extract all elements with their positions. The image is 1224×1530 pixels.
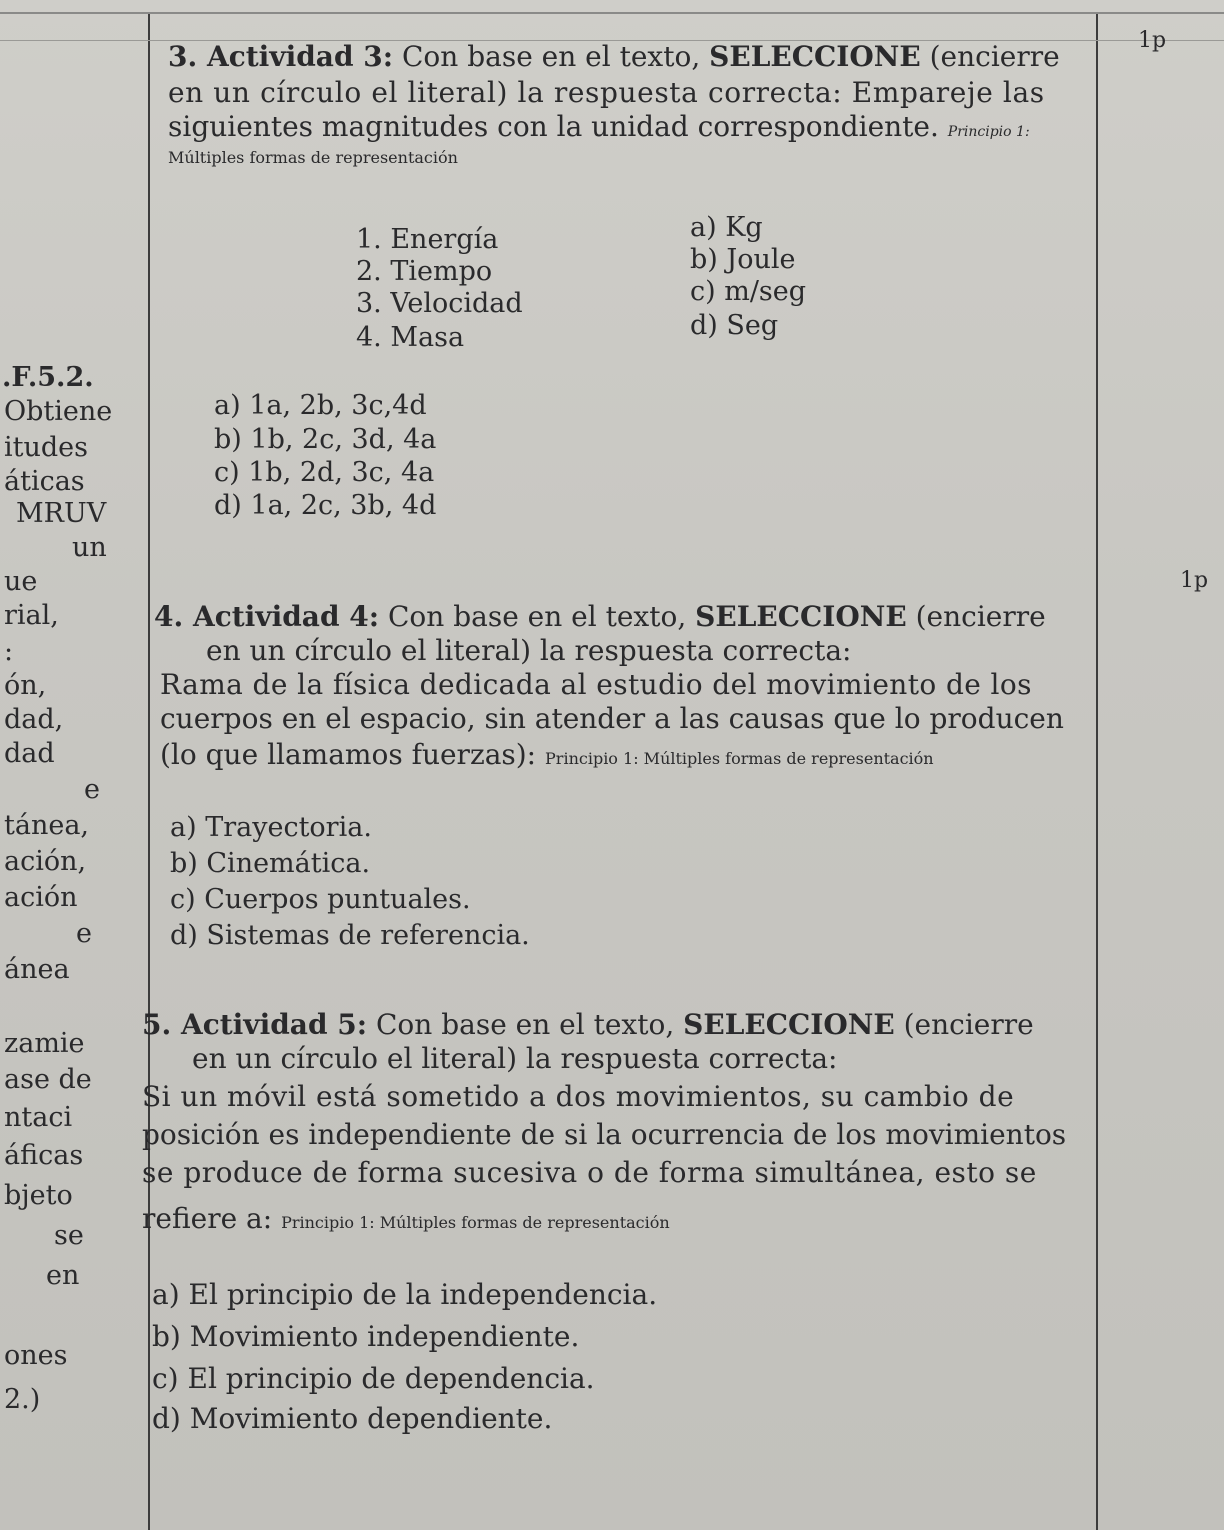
q4-heading-text: Con base en el texto, [379, 600, 696, 633]
left-fragment: bjeto [4, 1180, 73, 1211]
q3-heading-line [168, 40, 1060, 74]
q4-option-d[interactable]: d) Sistemas de referencia. [170, 920, 530, 951]
q3-activity-label: 3. Actividad 3: [168, 40, 394, 73]
q3-option-c[interactable]: c) 1b, 2d, 3c, 4a [214, 457, 435, 488]
q4-heading-end: (encierre [906, 600, 1046, 633]
q3-magnitude-2: 2. Tiempo [356, 256, 493, 287]
q5-line-6 [142, 1202, 670, 1236]
q5-activity-label: 5. Actividad 5: [142, 1008, 368, 1041]
left-fragment: en [46, 1260, 80, 1291]
q4-heading-line [154, 600, 1046, 634]
q5-line-2: en un círculo el literal) la respuesta correcta: [192, 1042, 838, 1075]
q4-line-3: Rama de la física dedicada al estudio del movimiento de los [160, 668, 1032, 701]
q5-select-keyword: SELECCIONE [683, 1008, 895, 1041]
left-fragment: tánea, [4, 810, 89, 841]
q5-line-5: se produce de forma sucesiva o de forma simultánea, esto se [142, 1156, 1037, 1189]
q3-unit-a: a) Kg [690, 212, 763, 243]
q3-option-a[interactable]: a) 1a, 2b, 3c,4d [214, 390, 427, 421]
q3-unit-d: d) Seg [690, 310, 779, 341]
q3-points: 1p [1138, 28, 1167, 53]
left-fragment: áticas [4, 466, 85, 497]
left-fragment: dad, [4, 704, 64, 735]
q4-line-5-text: (lo que llamamos fuerzas): [160, 738, 537, 771]
left-fragment: : [4, 636, 14, 667]
left-fragment: e [76, 918, 92, 949]
top-border [0, 12, 1224, 14]
q5-option-c[interactable]: c) El principio de dependencia. [152, 1362, 595, 1395]
q5-option-d[interactable]: d) Movimiento dependiente. [152, 1402, 553, 1435]
q3-unit-b: b) Joule [690, 244, 796, 275]
points-column-divider [1096, 14, 1098, 1530]
q5-heading-text: Con base en el texto, [367, 1008, 684, 1041]
q3-heading-text: Con base en el texto, [393, 40, 710, 73]
q3-unit-c: c) m/seg [690, 276, 807, 307]
q5-heading-end: (encierre [894, 1008, 1034, 1041]
left-fragment: ación, [4, 846, 87, 877]
q5-line-4: posición es independiente de si la ocurrencia de los movimientos [142, 1118, 1067, 1151]
q3-option-b[interactable]: b) 1b, 2c, 3d, 4a [214, 424, 437, 455]
q5-option-b[interactable]: b) Movimiento independiente. [152, 1320, 580, 1353]
q4-option-a[interactable]: a) Trayectoria. [170, 812, 372, 843]
left-fragment: dad [4, 738, 55, 769]
q3-magnitude-3: 3. Velocidad [356, 288, 523, 319]
left-fragment: ntaci [4, 1102, 73, 1133]
left-fragment: ue [4, 566, 38, 597]
q4-option-c[interactable]: c) Cuerpos puntuales. [170, 884, 471, 915]
q3-line-3 [168, 110, 1030, 144]
q4-option-b[interactable]: b) Cinemática. [170, 848, 371, 879]
left-fragment: Obtiene [4, 396, 113, 427]
q3-magnitude-4: 4. Masa [356, 322, 465, 353]
left-fragment: áficas [4, 1140, 84, 1171]
q5-heading-line [142, 1008, 1034, 1042]
q5-principle: Principio 1: Múltiples formas de representación [281, 1213, 670, 1232]
q4-line-4: cuerpos en el espacio, sin atender a las causas que lo producen [160, 702, 1064, 735]
left-column-divider [148, 14, 150, 1530]
q3-select-keyword: SELECCIONE [709, 40, 921, 73]
q3-magnitude-1: 1. Energía [356, 224, 499, 255]
left-fragment: ones [4, 1340, 68, 1371]
q5-line-3: Si un móvil está sometido a dos movimientos, su cambio de [142, 1080, 1015, 1113]
left-fragment: ánea [4, 954, 70, 985]
q4-points: 1p [1180, 568, 1209, 593]
left-fragment: MRUV [16, 498, 107, 529]
q3-line-2: en un círculo el literal) la respuesta correcta: Empareje las [168, 76, 1045, 109]
left-code: .F.5.2. [2, 362, 94, 393]
q4-select-keyword: SELECCIONE [695, 600, 907, 633]
q3-heading-end: (encierre [920, 40, 1060, 73]
left-fragment: zamie [4, 1028, 85, 1059]
q5-option-a[interactable]: a) El principio de la independencia. [152, 1278, 658, 1311]
q3-line-3-text: siguientes magnitudes con la unidad correspondiente. [168, 110, 939, 143]
q4-principle: Principio 1: Múltiples formas de representación [545, 749, 934, 768]
left-fragment: e [84, 774, 100, 805]
q3-principle-label: Principio 1: [947, 124, 1030, 140]
q5-line-6-text: refiere a: [142, 1202, 273, 1235]
left-fragment: rial, [4, 600, 59, 631]
left-fragment: itudes [4, 432, 88, 463]
left-fragment: 2.) [4, 1384, 41, 1415]
q3-option-d[interactable]: d) 1a, 2c, 3b, 4d [214, 490, 437, 521]
q4-line-2: en un círculo el literal) la respuesta correcta: [206, 634, 852, 667]
q4-line-5 [160, 738, 934, 772]
left-fragment: se [54, 1220, 84, 1251]
left-fragment: un [72, 532, 107, 563]
left-fragment: ase de [4, 1064, 92, 1095]
left-fragment: ación [4, 882, 78, 913]
left-fragment: ón, [4, 670, 47, 701]
q4-activity-label: 4. Actividad 4: [154, 600, 380, 633]
q3-principle-text: Múltiples formas de representación [168, 148, 458, 167]
